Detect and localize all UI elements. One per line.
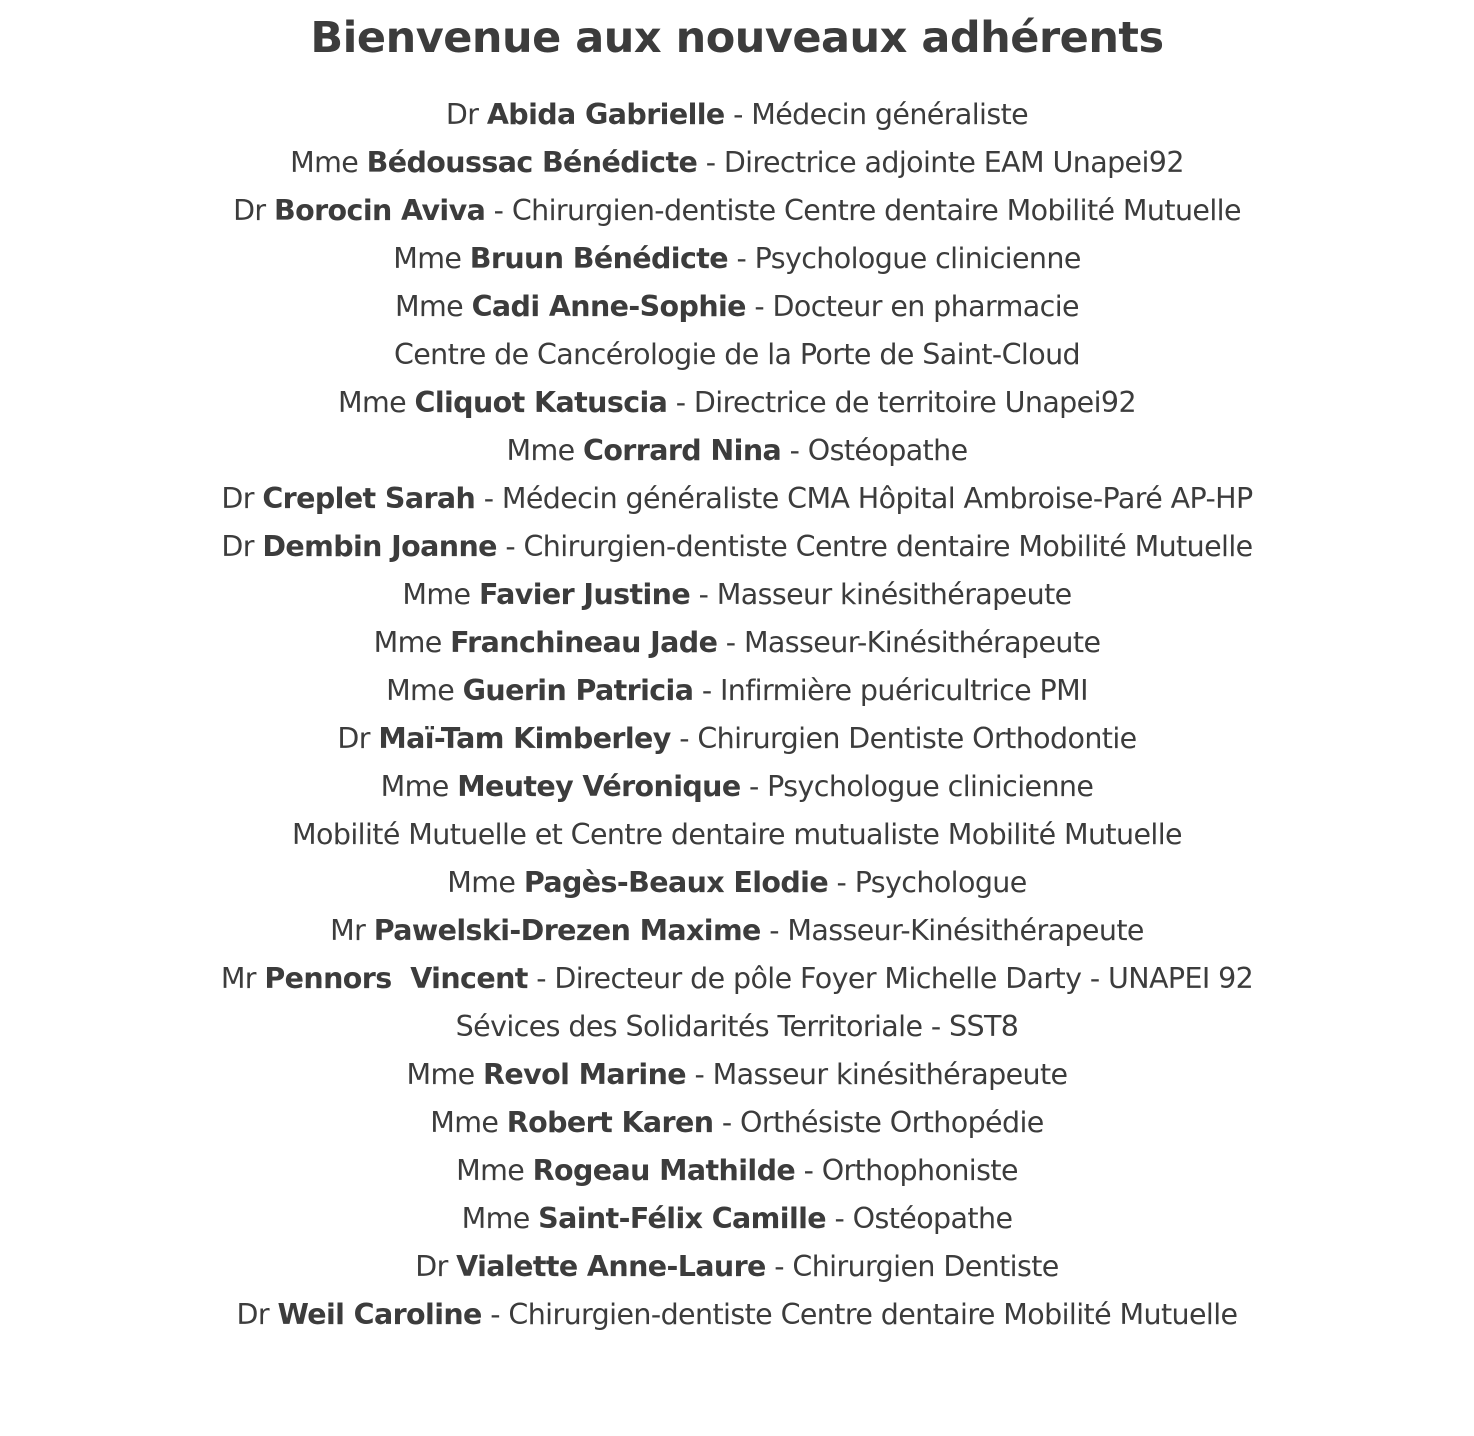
member-role: - Orthophoniste — [795, 1154, 1018, 1187]
member-entry — [0, 571, 1474, 619]
member-name: Creplet Sarah — [262, 482, 476, 515]
member-role: - Directeur de pôle Foyer Michelle Darty - UNAPEI 92 — [527, 962, 1254, 995]
member-entry — [0, 1051, 1474, 1099]
member-name: Franchineau Jade — [450, 626, 718, 659]
member-title: Mme — [290, 146, 367, 179]
member-entry — [0, 715, 1474, 763]
member-name: Revol Marine — [483, 1058, 687, 1091]
member-role: - Psychologue clinicienne — [728, 242, 1081, 275]
member-name: Dembin Joanne — [262, 530, 497, 563]
member-title: Dr — [233, 194, 274, 227]
member-name: Guerin Patricia — [462, 674, 694, 707]
member-entry — [0, 955, 1474, 1003]
member-role: - Médecin généraliste CMA Hôpital Ambroise-Paré AP-HP — [475, 482, 1253, 515]
member-role: - Chirurgien Dentiste — [765, 1250, 1059, 1283]
member-entry — [0, 667, 1474, 715]
member-role: - Chirurgien-dentiste Centre dentaire Mobilité Mutuelle — [485, 194, 1241, 227]
member-entry — [0, 187, 1474, 235]
member-entry-continuation — [0, 331, 1474, 379]
member-role: - Directrice de territoire Unapei92 — [667, 386, 1136, 419]
member-role: - Masseur-Kinésithérapeute — [717, 626, 1101, 659]
page-title: Bienvenue aux nouveaux adhérents — [310, 13, 1164, 63]
member-name: Rogeau Mathilde — [532, 1154, 796, 1187]
member-title: Mme — [406, 1058, 484, 1091]
member-role: - Ostéopathe — [826, 1202, 1013, 1235]
member-title: Dr — [221, 530, 263, 563]
member-title: Mme — [337, 386, 415, 419]
member-entry-continuation — [0, 1003, 1474, 1051]
member-role: - Psychologue clinicienne — [740, 770, 1094, 803]
member-entry — [0, 907, 1474, 955]
member-role: - Infirmière puéricultrice PMI — [693, 674, 1088, 707]
member-name: Bruun Bénédicte — [469, 242, 729, 275]
member-name: Weil Caroline — [277, 1298, 482, 1331]
member-name: Cadi Anne-Sophie — [471, 290, 746, 323]
member-entry — [0, 139, 1474, 187]
member-title: Mme — [393, 242, 470, 275]
member-role: Sévices des Solidarités Territoriale - SST8 — [455, 1010, 1019, 1043]
member-name: Cliquot Katuscia — [414, 386, 668, 419]
member-role: Mobilité Mutuelle et Centre dentaire mutualiste Mobilité Mutuelle — [292, 818, 1182, 851]
member-role: - Chirurgien-dentiste Centre dentaire Mobilité Mutuelle — [481, 1298, 1238, 1331]
member-entry — [0, 379, 1474, 427]
member-role: - Médecin généraliste — [724, 98, 1029, 131]
member-name: Robert Karen — [506, 1106, 714, 1139]
member-title: Mme — [506, 434, 583, 467]
member-title: Mme — [430, 1106, 507, 1139]
member-entry — [0, 1195, 1474, 1243]
member-role: - Psychologue — [828, 866, 1027, 899]
member-role: - Ostéopathe — [781, 434, 968, 467]
member-title: Mme — [461, 1202, 539, 1235]
member-name: Pagès-Beaux Elodie — [523, 866, 829, 899]
member-entry — [0, 235, 1474, 283]
member-name: Bédoussac Bénédicte — [366, 146, 698, 179]
member-title: Mme — [395, 290, 472, 323]
member-role: - Masseur kinésithérapeute — [686, 1058, 1068, 1091]
member-title: Mme — [456, 1154, 533, 1187]
member-role: - Directrice adjointe EAM Unapei92 — [697, 146, 1184, 179]
member-title: Dr — [236, 1298, 278, 1331]
member-title: Mr — [330, 914, 374, 947]
member-entry — [0, 1291, 1474, 1339]
member-role: - Masseur kinésithérapeute — [690, 578, 1072, 611]
member-name: Pawelski-Drezen Maxime — [373, 914, 761, 947]
member-entry — [0, 523, 1474, 571]
member-name: Vialette Anne-Laure — [456, 1250, 766, 1283]
member-title: Dr — [337, 722, 379, 755]
member-title: Mme — [402, 578, 479, 611]
member-entry-continuation — [0, 811, 1474, 859]
member-role: - Orthésiste Orthopédie — [713, 1106, 1044, 1139]
member-title: Dr — [221, 482, 263, 515]
member-entry — [0, 427, 1474, 475]
member-entry — [0, 859, 1474, 907]
member-entry — [0, 1147, 1474, 1195]
member-role: - Masseur-Kinésithérapeute — [760, 914, 1144, 947]
member-title: Dr — [445, 98, 487, 131]
member-title: Mme — [447, 866, 524, 899]
member-name: Maï-Tam Kimberley — [378, 722, 671, 755]
member-entry — [0, 1099, 1474, 1147]
member-title: Mme — [380, 770, 458, 803]
member-title: Mr — [220, 962, 265, 995]
member-name: Abida Gabrielle — [486, 98, 725, 131]
member-role: - Chirurgien-dentiste Centre dentaire Mobilité Mutuelle — [496, 530, 1253, 563]
member-name: Pennors Vincent — [264, 962, 528, 995]
member-entry — [0, 91, 1474, 139]
member-name: Meutey Véronique — [457, 770, 741, 803]
member-name: Borocin Aviva — [274, 194, 486, 227]
member-entry — [0, 1243, 1474, 1291]
member-name: Saint-Félix Camille — [538, 1202, 827, 1235]
member-role: - Docteur en pharmacie — [745, 290, 1079, 323]
member-entry — [0, 619, 1474, 667]
member-entry — [0, 475, 1474, 523]
member-entry — [0, 763, 1474, 811]
member-title: Dr — [415, 1250, 457, 1283]
member-name: Corrard Nina — [583, 434, 782, 467]
member-role: Centre de Cancérologie de la Porte de Saint-Cloud — [393, 338, 1081, 371]
member-title: Mme — [373, 626, 451, 659]
member-role: - Chirurgien Dentiste Orthodontie — [670, 722, 1137, 755]
member-name: Favier Justine — [478, 578, 691, 611]
member-title: Mme — [386, 674, 463, 707]
new-members-list — [0, 91, 1474, 1339]
member-entry — [0, 283, 1474, 331]
